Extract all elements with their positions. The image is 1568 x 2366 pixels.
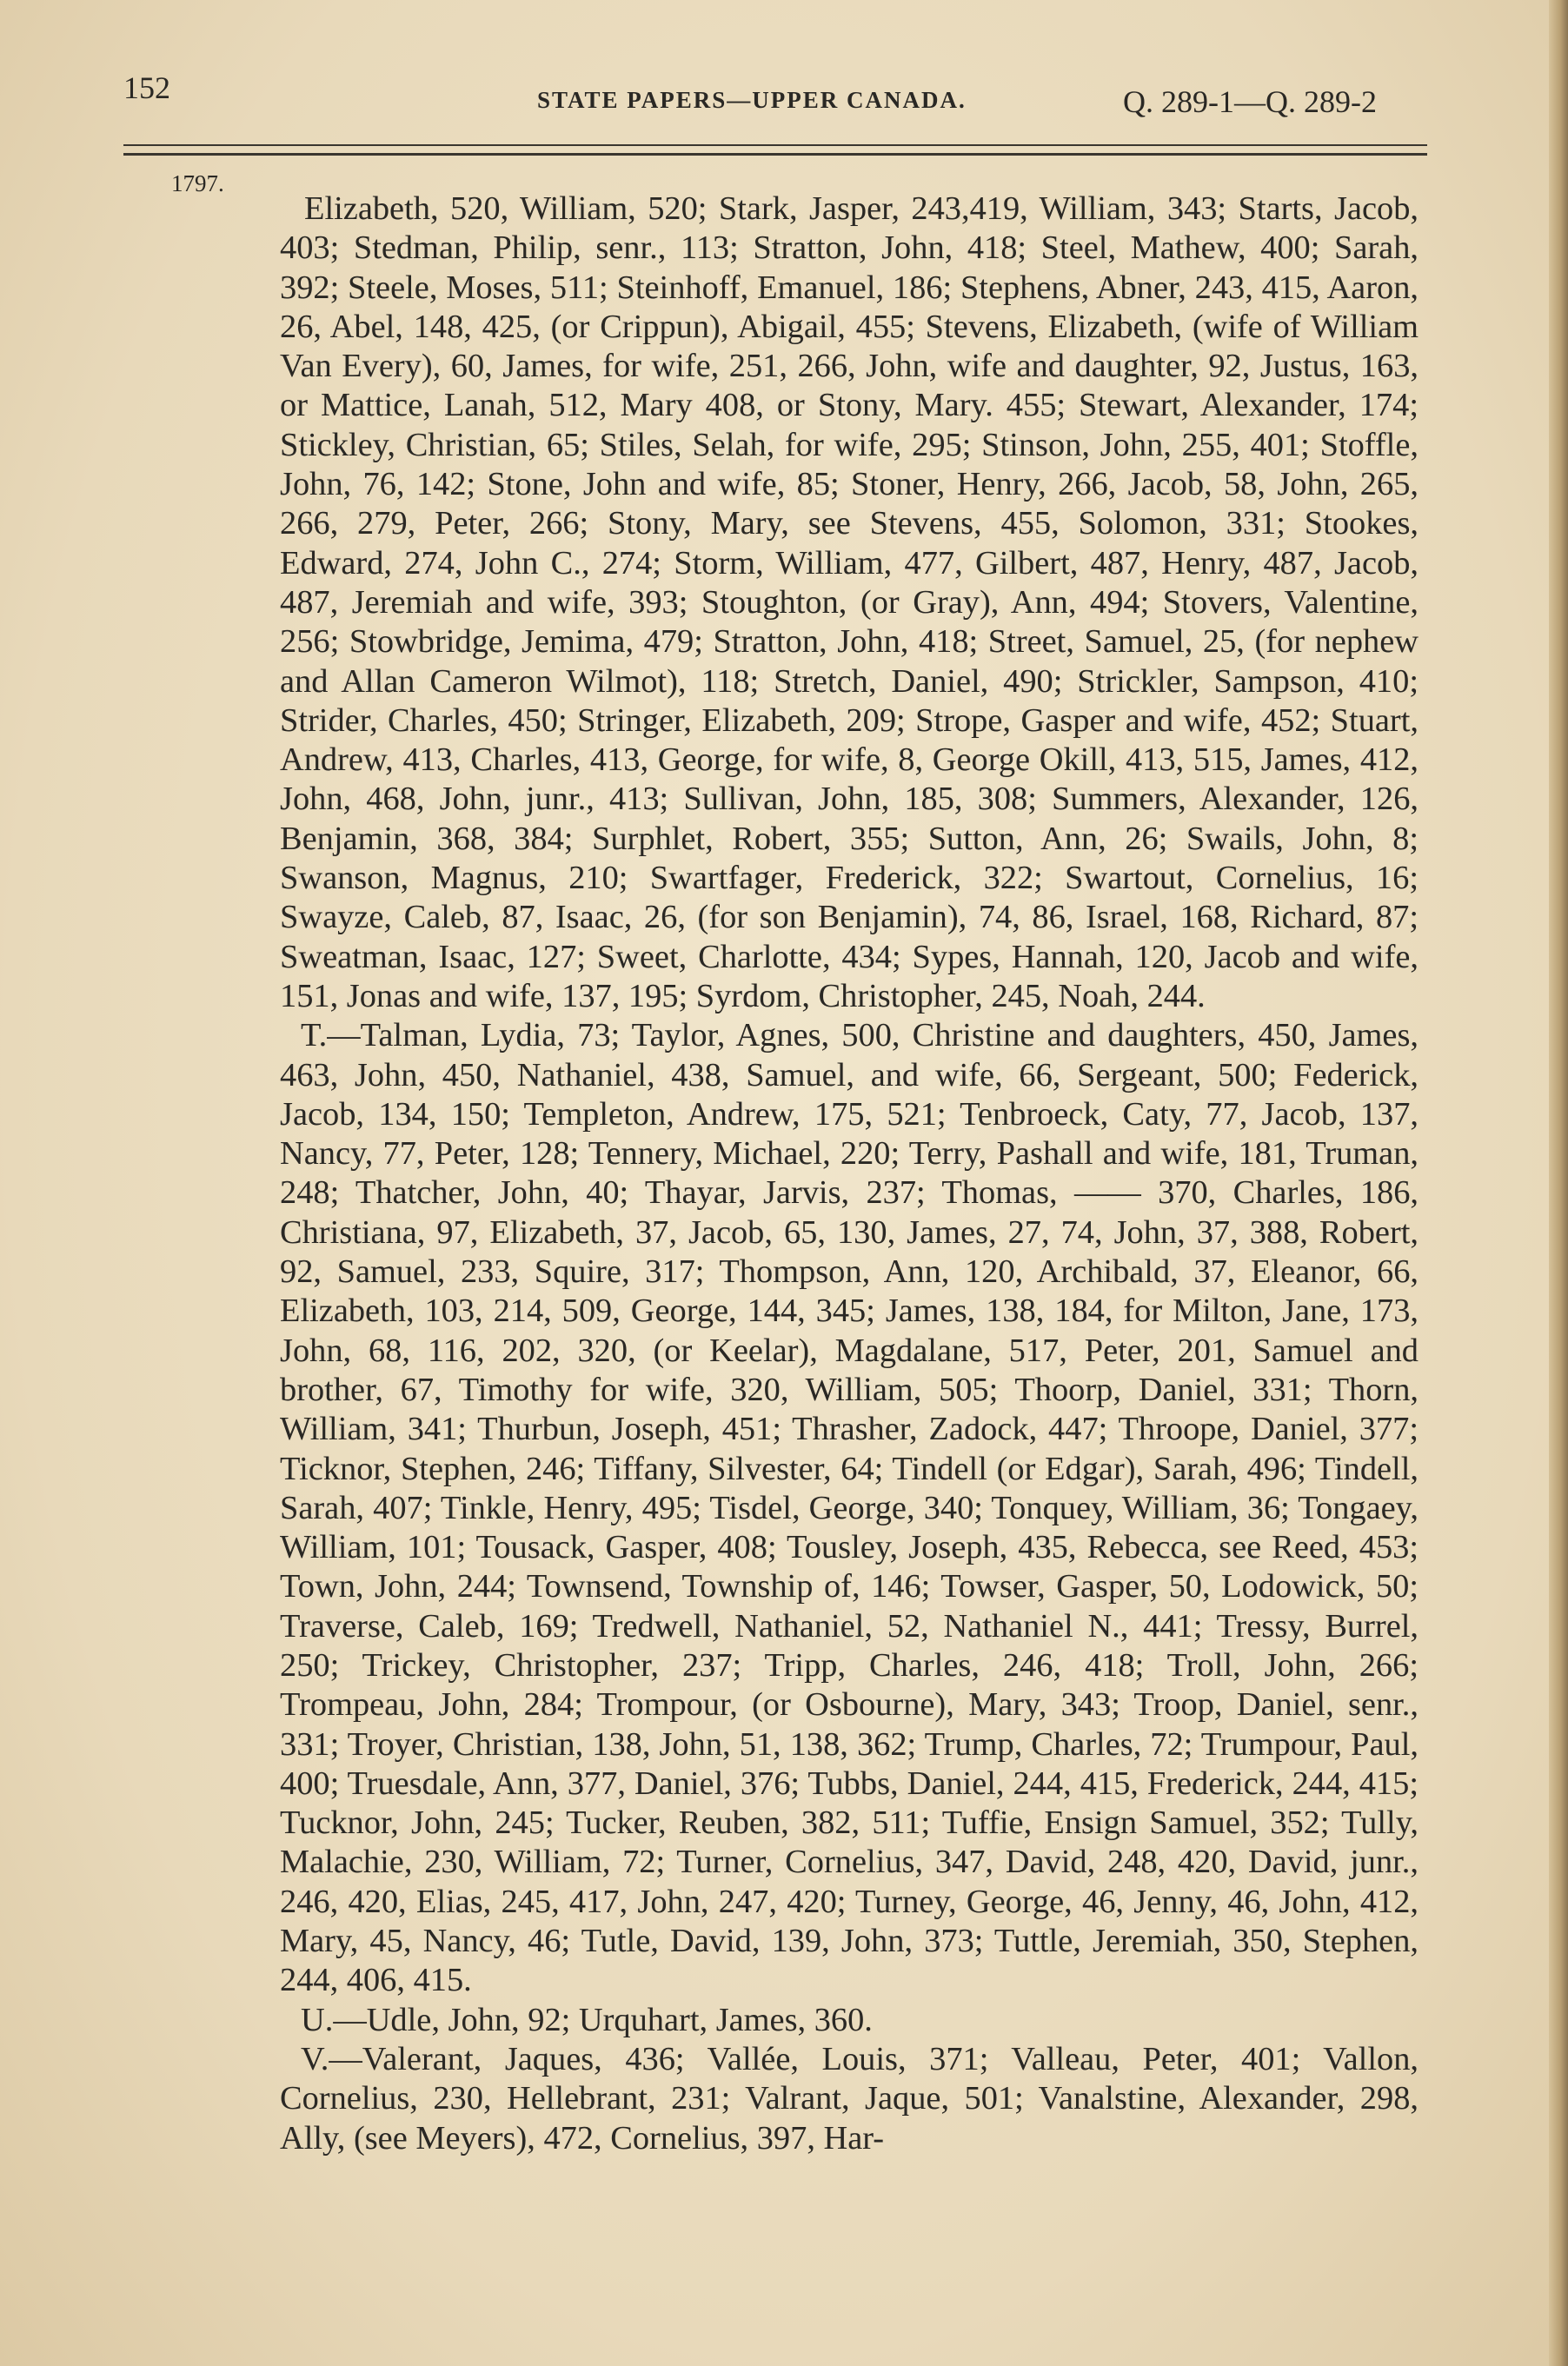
paragraph-v-entries: V.—Valerant, Jaques, 436; Vallée, Louis, 371; Valleau, Peter, 401; Vallon, Cornelius, 230, Hellebrant, 231; Valrant, Jaque, 501; Vanalstine, Alexander, 298, Ally, (see Meyers), 472, Cornelius, 397, Har- xyxy=(280,2040,1419,2157)
header-rule-thick xyxy=(123,153,1427,156)
document-reference: Q. 289-1—Q. 289-2 xyxy=(1123,84,1377,119)
running-title: STATE PAPERS—UPPER CANADA. xyxy=(537,87,967,113)
paragraph-s-entries: Elizabeth, 520, William, 520; Stark, Jasper, 243,419, William, 343; Starts, Jacob, 403; Stedman, Philip, senr., 113; Stratton, John, 418; Steel, Mathew, 400; Sarah, 392; Steele, Moses, 511; Steinhoff, Emanuel, 186; Stephens, Abner, 243, 415, Aaron, 26, Abel, 148, 425, (or Crippun), Abigail, 455; Stevens, Elizabeth, (wife of William Van Every), 60, James, for wife, 251, 266, John, wife and daughter, 92, Justus, 163, or Mattice, Lanah, 512, Mary 408, or Stony, Mary. 455; Stewart, Alexander, 174; Stickley, Christian, 65; Stiles, Selah, for wife, 295; Stinson, John, 255, 401; Stoffle, John, 76, 142; Stone, John and wife, 85; Stoner, Henry, 266, Jacob, 58, John, 265, 266, 279, Peter, 266; Stony, Mary, see Stevens, 455, Solomon, 331; Stookes, Edward, 274, John C., 274; Storm, William, 477, Gilbert, 487, Henry, 487, Jacob, 487, Jeremiah and wife, 393; Stoughton, (or Gray), Ann, 494; Stovers, Valentine, 256; Stowbridge, Jemima, 479; Stratton, John, 418; Street, Samuel, 25, (for nephew and Allan Cameron Wilmot), 118; Stretch, Daniel, 490; Strickler, Sampson, 410; Strider, Charles, 450; Stringer, Elizabeth, 209; Strope, Gasper and wife, 452; Stuart, Andrew, 413, Charles, 413, George, for wife, 8, George Okill, 413, 515, James, 412, John, 468, John, junr., 413; Sullivan, John, 185, 308; Summers, Alexander, 126, Benjamin, 368, 384; Surphlet, Robert, 355; Sutton, Ann, 26; Swails, John, 8; Swanson, Magnus, 210; Swartfager, Frederick, 322; Swartout, Cornelius, 16; Swayze, Caleb, 87, Isaac, 26, (for son Benjamin), 74, 86, Israel, 168, Richard, 87; Sweatman, Isaac, 127; Sweet, Charlotte, 434; Sypes, Hannah, 120, Jacob and wife, 151, Jonas and wife, 137, 195; Syrdom, Christopher, 245, Noah, 244. xyxy=(280,190,1419,1014)
index-text xyxy=(280,189,1419,2158)
paragraph-u-entries: U.—Udle, John, 92; Urquhart, James, 360. xyxy=(301,2001,873,2038)
page-number: 152 xyxy=(123,70,170,105)
header-rule-thin xyxy=(123,144,1427,146)
margin-year: 1797. xyxy=(171,170,224,196)
paragraph-t-entries: T.—Talman, Lydia, 73; Taylor, Agnes, 500, Christine and daughters, 450, James, 463, John, 450, Nathaniel, 438, Samuel, and wife, 66, Sergeant, 500; Federick, Jacob, 134, 150; Templeton, Andrew, 175, 521; Tenbroeck, Caty, 77, Jacob, 137, Nancy, 77, Peter, 128; Tennery, Michael, 220; Terry, Pashall and wife, 181, Truman, 248; Thatcher, John, 40; Thayar, Jarvis, 237; Thomas, —— 370, Charles, 186, Christiana, 97, Elizabeth, 37, Jacob, 65, 130, James, 27, 74, John, 37, 388, Robert, 92, Samuel, 233, Squire, 317; Thompson, Ann, 120, Archibald, 37, Eleanor, 66, Elizabeth, 103, 214, 509, George, 144, 345; James, 138, 184, for Milton, Jane, 173, John, 68, 116, 202, 320, (or Keelar), Magdalane, 517, Peter, 201, Samuel and brother, 67, Timothy for wife, 320, William, 505; Thoorp, Daniel, 331; Thorn, William, 341; Thurbun, Joseph, 451; Thrasher, Zadock, 447; Throope, Daniel, 377; Ticknor, Stephen, 246; Tiffany, Silvester, 64; Tindell (or Edgar), Sarah, 496; Tindell, Sarah, 407; Tinkle, Henry, 495; Tisdel, George, 340; Tonquey, William, 36; Tongaey, William, 101; Tousack, Gasper, 408; Tousley, Joseph, 435, Rebecca, see Reed, 453; Town, John, 244; Townsend, Township of, 146; Towser, Gasper, 50, Lodowick, 50; Traverse, Caleb, 169; Tredwell, Nathaniel, 52, Nathaniel N., 441; Tressy, Burrel, 250; Trickey, Christopher, 237; Tripp, Charles, 246, 418; Troll, John, 266; Trompeau, John, 284; Trompour, (or Osbourne), Mary, 343; Troop, Daniel, senr., 331; Troyer, Christian, 138, John, 51, 138, 362; Trump, Charles, 72; Trumpour, Paul, 400; Truesdale, Ann, 377, Daniel, 376; Tubbs, Daniel, 244, 415, Frederick, 244, 415; Tucknor, John, 245; Tucker, Reuben, 382, 511; Tuffie, Ensign Samuel, 352; Tully, Malachie, 230, William, 72; Turner, Cornelius, 347, David, 248, 420, David, junr., 246, 420, Elias, 245, 417, John, 247, 420; Turney, George, 46, Jenny, 46, John, 412, Mary, 45, Nancy, 46; Tutle, David, 139, John, 373; Tuttle, Jeremiah, 350, Stephen, 244, 406, 415. xyxy=(280,1017,1419,1999)
page-edge xyxy=(1549,0,1568,2366)
